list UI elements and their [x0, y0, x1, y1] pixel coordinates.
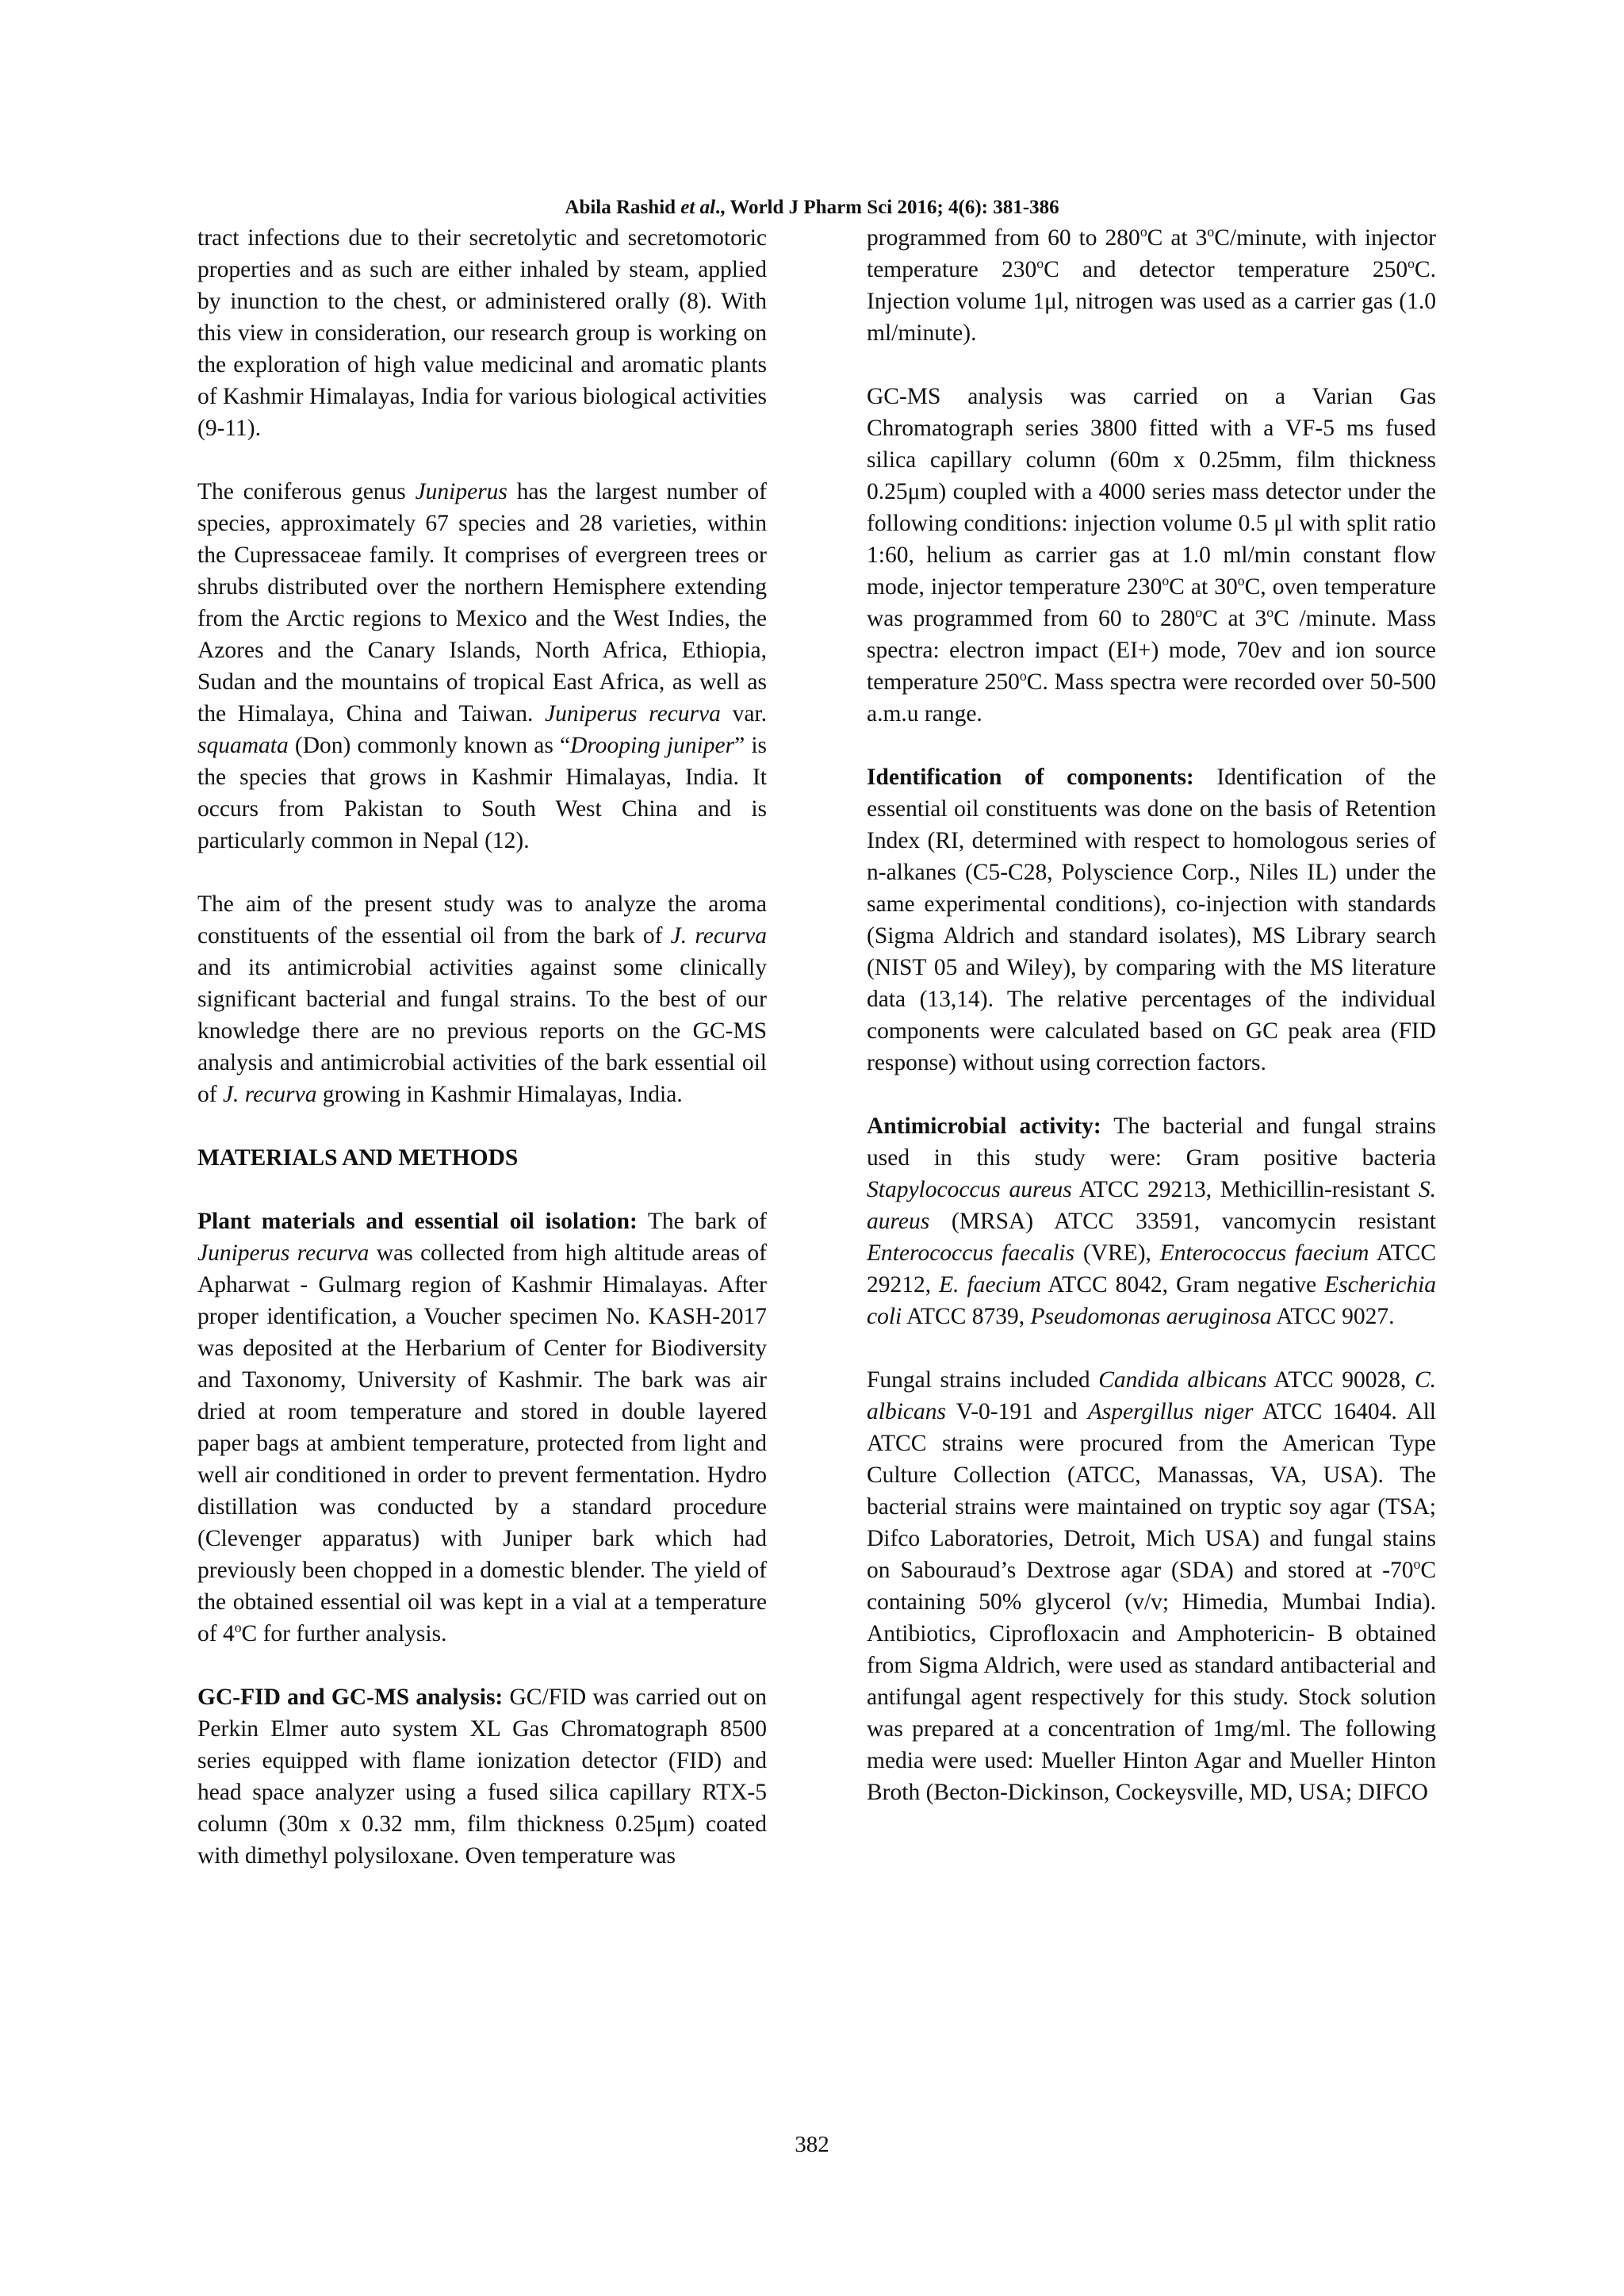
- left-paragraph-3: The aim of the present study was to analyze the aroma constituents of the essential oil from the bark of J. recurva and its antimicrobial activities against some clinically significant bacterial and fungal strains. To the best of our knowledge there are no previous reports on the GC-MS analysis and antimicrobial activities of the bark essential oil of J. recurva growing in Kashmir Himalayas, India.: [197, 891, 767, 1107]
- right-paragraph-antimicrobial: Antimicrobial activity: The bacterial and fungal strains used in this study were: Gram positive bacteria Stapylococcus aureus ATCC 29213, Methicillin-resistant S. aureus (MRSA) ATCC 33591, vancomycin resistant Enterococcus faecalis (VRE), Enterococcus faecium ATCC 29212, E. faecium ATCC 8042, Gram negative Escherichia coli ATCC 8739, Pseudomonas aeruginosa ATCC 9027.: [867, 1114, 1437, 1329]
- left-paragraph-plant-materials: Plant materials and essential oil isolation: The bark of Juniperus recurva was collected from high altitude areas of Apharwat - Gulmarg region of Kashmir Himalayas. After proper identification, a Voucher specimen No. KASH-2017 was deposited at the Herbarium of Center for Biodiversity and Taxonomy, University of Kashmir. The bark was air dried at room temperature and stored in double layered paper bags at ambient temperature, protected from light and well air conditioned in order to prevent fermentation. Hydro distillation was conducted by a standard procedure (Clevenger apparatus) with Juniper bark which had previously been chopped in a domestic blender. The yield of the obtained essential oil was kept in a vial at a temperature of 4$^o$C for further analysis.: [197, 1209, 767, 1646]
- subsection-heading: Antimicrobial activity:: [867, 1114, 1101, 1139]
- subsection-heading: GC-FID and GC-MS analysis:: [197, 1685, 504, 1710]
- section-heading-materials-methods: MATERIALS AND METHODS: [197, 1145, 519, 1171]
- left-paragraph-gc-analysis: GC-FID and GC-MS analysis: GC/FID was carried out on Perkin Elmer auto system XL Gas Chromatograph 8500 series equipped with flame ionization detector (FID) and head space analyzer using a fused silica capillary RTX-5 column (30m x 0.32 mm, film thickness 0.25μm) coated with dimethyl polysiloxane. Oven temperature was: [197, 1685, 767, 1869]
- page-number: 382: [795, 2132, 829, 2157]
- left-paragraph-1: tract infections due to their secretolytic and secretomotoric properties and as such are either inhaled by steam, applied by inunction to the chest, or administered orally (8). With this view in consideration, our research group is working on the exploration of high value medicinal and aromatic plants of Kashmir Himalayas, India for various biological activities (9-11).: [197, 225, 767, 441]
- subsection-heading: Identification of components:: [867, 765, 1194, 790]
- right-column: [867, 222, 1436, 1808]
- right-paragraph-gc-ms: GC-MS analysis was carried on a Varian Gas Chromatograph series 3800 fitted with a VF-5 ms fused silica capillary column (60m x 0.25mm, film thickness 0.25μm) coupled with a 4000 series mass detector under the following conditions: injection volume 0.5 μl with split ratio 1:60, helium as carrier gas at 1.0 ml/min constant flow mode, injector temperature 230$^o$C at 30$^o$C, oven temperature was programmed from 60 to 280$^o$C at 3$^o$C /minute. Mass spectra: electron impact (EI+) mode, 70ev and ion source temperature 250$^o$C. Mass spectra were recorded over 50-500 a.m.u range.: [867, 384, 1437, 726]
- header-citation: ., World J Pharm Sci 2016; 4(6): 381-386: [715, 197, 1059, 218]
- header-author: Abila Rashid: [565, 197, 676, 218]
- left-column: [197, 222, 767, 1872]
- right-paragraph-identification: Identification of components: Identification of the essential oil constituents was done on the basis of Retention Index (RI, determined with respect to homologous series of n-alkanes (C5-C28, Polyscience Corp., Niles IL) under the same experimental conditions), co-injection with standards (Sigma Aldrich and standard isolates), MS Library search (NIST 05 and Wiley), by comparing with the MS literature data (13,14). The relative percentages of the individual components were calculated based on GC peak area (FID response) without using correction factors.: [867, 765, 1436, 1075]
- left-paragraph-2: The coniferous genus Juniperus has the largest number of species, approximately 67 species and 28 varieties, within the Cupressaceae family. It comprises of evergreen trees or shrubs distributed over the northern Hemisphere extending from the Arctic regions to Mexico and the West Indies, the Azores and the Canary Islands, North Africa, Ethiopia, Sudan and the mountains of tropical East Africa, as well as the Himalaya, China and Taiwan. Juniperus recurva var. squamata (Don) commonly known as “Drooping juniper” is the species that grows in Kashmir Himalayas, India. It occurs from Pakistan to South West China and is particularly common in Nepal (12).: [197, 479, 767, 853]
- running-header: [0, 195, 1624, 220]
- right-paragraph-1: programmed from 60 to 280$^o$C at 3$^o$C/minute, with injector temperature 230$^o$C and detector temperature 250$^o$C. Injection volume 1μl, nitrogen was used as a carrier gas (1.0 ml/minute).: [867, 224, 1436, 346]
- right-paragraph-fungal: Fungal strains included Candida albicans ATCC 90028, C. albicans V-0-191 and Aspergillus niger ATCC 16404. All ATCC strains were procured from the American Type Culture Collection (ATCC, Manassas, VA, USA). The bacterial strains were maintained on tryptic soy agar (TSA; Difco Laboratories, Detroit, Mich USA) and fungal stains on Sabouraud’s Dextrose agar (SDA) and stored at -70$^o$C containing 50% glycerol (v/v; Himedia, Mumbai India). Antibiotics, Ciprofloxacin and Amphotericin- B obtained from Sigma Aldrich, were used as standard antibacterial and antifungal agent respectively for this study. Stock solution was prepared at a concentration of 1mg/ml. The following media were used: Mueller Hinton Agar and Mueller Hinton Broth (Becton-Dickinson, Cockeysville, MD, USA; DIFCO: [867, 1367, 1437, 1805]
- header-etal: et al: [680, 197, 716, 218]
- subsection-heading: Plant materials and essential oil isolation:: [197, 1209, 638, 1234]
